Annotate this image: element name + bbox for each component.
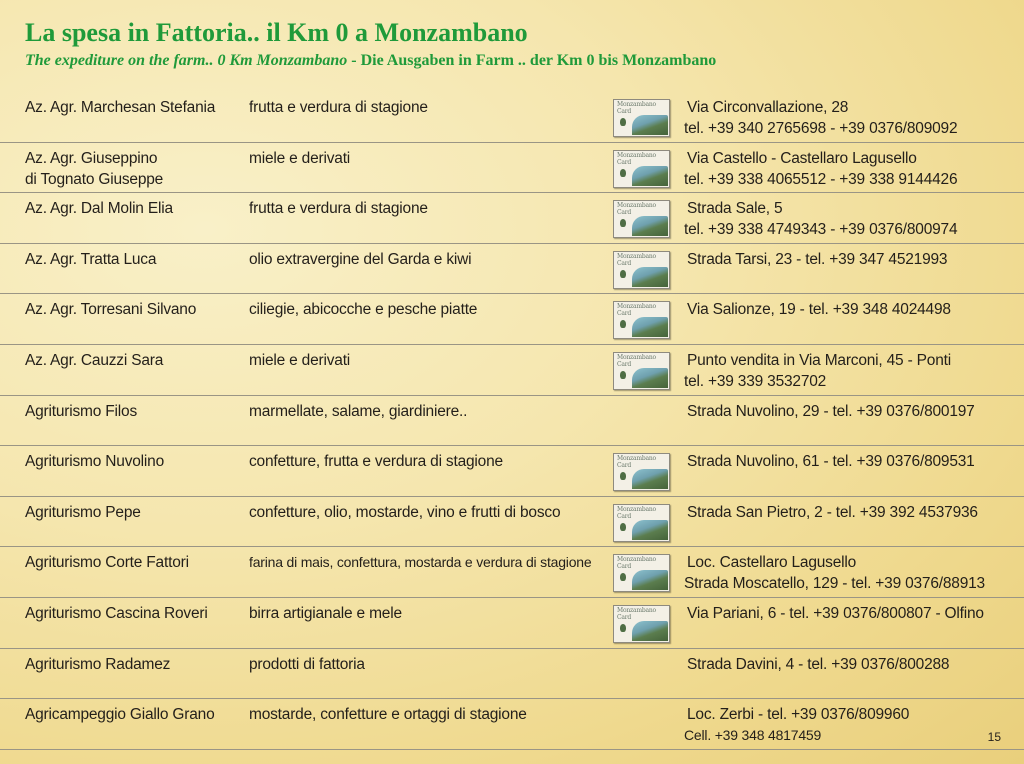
farm-products: ciliegie, abicocche e pesche piatte <box>249 301 478 319</box>
farm-products: miele e derivati <box>249 351 351 369</box>
farm-products: mostarde, confetture e ortaggi di stagione <box>249 706 527 724</box>
subtitle-german: - Die Ausgaben in Farm .. der Km 0 bis Monzambano <box>347 52 717 69</box>
card-logo-text: Monzambano Card <box>617 353 656 368</box>
farm-products: birra artigianale e mele <box>249 604 402 622</box>
list-item <box>0 92 1024 143</box>
leaf-icon <box>620 219 626 227</box>
leaf-icon <box>620 624 626 632</box>
address-line: Via Pariani, 6 - tel. +39 0376/800807 - Olfino <box>687 604 984 622</box>
farm-name-line: Az. Agr. Tratta Luca <box>25 250 157 268</box>
leaf-icon <box>620 523 626 531</box>
farm-name <box>25 451 240 472</box>
address-line: Strada San Pietro, 2 - tel. +39 392 4537936 <box>687 503 978 521</box>
landscape-icon <box>632 216 668 236</box>
farm-products: marmellate, salame, giardiniere.. <box>249 402 468 420</box>
farm-name-line: Az. Agr. Torresani Silvano <box>25 301 197 319</box>
farm-products: prodotti di fattoria <box>249 655 365 673</box>
farm-name-line: Agriturismo Filos <box>25 402 138 420</box>
card-logo-text: Monzambano Card <box>617 606 656 621</box>
address-line: Loc. Zerbi - tel. +39 0376/809960 <box>687 706 910 724</box>
landscape-icon <box>632 115 668 135</box>
farm-products: farina di mais, confettura, mostarda e verdura di stagione <box>249 554 592 571</box>
monzambano-card-icon <box>613 200 670 238</box>
address-line: Strada Tarsi, 23 - tel. +39 347 4521993 <box>687 250 948 268</box>
farm-name-line: Agricampeggio Giallo Grano <box>25 706 215 724</box>
monzambano-card-icon <box>613 150 670 188</box>
monzambano-card-icon <box>613 453 670 491</box>
farm-products: confetture, olio, mostarde, vino e frutti di bosco <box>249 503 561 521</box>
farm-address <box>684 97 1019 139</box>
landscape-icon <box>632 166 668 186</box>
farm-address <box>684 148 1019 190</box>
list-item <box>0 598 1024 649</box>
farm-address <box>684 350 1019 392</box>
leaf-icon <box>620 270 626 278</box>
landscape-icon <box>632 267 668 287</box>
leaf-icon <box>620 573 626 581</box>
farm-address <box>684 299 1019 320</box>
leaf-icon <box>620 118 626 126</box>
farm-name-line: Agriturismo Cascina Roveri <box>25 604 208 622</box>
farm-name <box>25 654 240 675</box>
landscape-icon <box>632 520 668 540</box>
list-item <box>0 396 1024 447</box>
landscape-icon <box>632 368 668 388</box>
list-item <box>0 345 1024 396</box>
list-item <box>0 699 1024 750</box>
leaf-icon <box>620 472 626 480</box>
address-line: Strada Sale, 5 <box>687 200 783 218</box>
monzambano-card-icon <box>613 605 670 643</box>
list-item <box>0 649 1024 700</box>
farm-name-line: Agriturismo Pepe <box>25 503 141 521</box>
farm-name-line: di Tognato Giuseppe <box>25 170 164 188</box>
page-number: 15 <box>987 730 1001 744</box>
farm-products: miele e derivati <box>249 149 351 167</box>
farm-name <box>25 97 240 118</box>
farm-name <box>25 552 240 573</box>
farm-name-line: Az. Agr. Cauzzi Sara <box>25 351 164 369</box>
farm-name <box>25 704 240 725</box>
monzambano-card-icon <box>613 554 670 592</box>
card-logo-text: Monzambano Card <box>617 556 656 571</box>
phone-line: Strada Moscatello, 129 - tel. +39 0376/88913 <box>684 575 985 593</box>
farm-name <box>25 148 240 190</box>
card-logo-text: Monzambano Card <box>617 303 656 318</box>
address-line: Strada Nuvolino, 61 - tel. +39 0376/809531 <box>687 453 975 471</box>
phone-line: Cell. +39 348 4817459 <box>684 727 822 744</box>
monzambano-card-icon <box>613 251 670 289</box>
list-item <box>0 143 1024 194</box>
farm-name-line: Az. Agr. Marchesan Stefania <box>25 99 216 116</box>
farm-name-line: Az. Agr. Giuseppino <box>25 149 158 167</box>
card-logo-text: Monzambano Card <box>617 505 656 520</box>
address-line: Loc. Castellaro Lagusello <box>687 554 857 572</box>
address-line: Via Salionze, 19 - tel. +39 348 4024498 <box>687 301 951 319</box>
leaf-icon <box>620 169 626 177</box>
list-item <box>0 193 1024 244</box>
list-item <box>0 446 1024 497</box>
card-logo-text: Monzambano Card <box>617 202 656 217</box>
address-line: Via Circonvallazione, 28 <box>687 99 849 116</box>
farm-products: olio extravergine del Garda e kiwi <box>249 250 472 268</box>
monzambano-card-icon <box>613 301 670 339</box>
farm-address <box>684 552 1019 594</box>
card-logo-text: Monzambano Card <box>617 151 656 166</box>
list-item <box>0 244 1024 295</box>
farm-address <box>684 198 1019 240</box>
farm-name-line: Agriturismo Radamez <box>25 655 171 673</box>
farm-products: confetture, frutta e verdura di stagione <box>249 453 503 471</box>
list-item <box>0 497 1024 548</box>
farm-address <box>684 654 1019 675</box>
farm-products: frutta e verdura di stagione <box>249 200 428 218</box>
landscape-icon <box>632 621 668 641</box>
farm-name-line: Az. Agr. Dal Molin Elia <box>25 200 173 218</box>
farm-products: frutta e verdura di stagione <box>249 99 428 116</box>
leaf-icon <box>620 320 626 328</box>
phone-line: tel. +39 339 3532702 <box>684 372 827 390</box>
farm-address <box>684 603 1019 624</box>
farm-address <box>684 502 1019 523</box>
farm-name <box>25 299 240 320</box>
farm-list <box>0 92 1024 750</box>
landscape-icon <box>632 469 668 489</box>
farm-name <box>25 198 240 219</box>
landscape-icon <box>632 317 668 337</box>
farm-address <box>684 704 1019 746</box>
subtitle-english: The expediture on the farm.. 0 Km Monzambano <box>25 52 348 69</box>
address-line: Strada Nuvolino, 29 - tel. +39 0376/800197 <box>687 402 975 420</box>
card-logo-text: Monzambano Card <box>617 101 656 115</box>
farm-name <box>25 249 240 270</box>
farm-address <box>684 249 1019 270</box>
farm-address <box>684 401 1019 422</box>
card-logo-text: Monzambano Card <box>617 252 656 267</box>
monzambano-card-icon <box>613 504 670 542</box>
farm-name <box>25 502 240 523</box>
farm-name <box>25 603 240 624</box>
card-logo-text: Monzambano Card <box>617 455 656 470</box>
farm-address <box>684 451 1019 472</box>
page-title: La spesa in Fattoria.. il Km 0 a Monzambano <box>25 18 528 47</box>
list-item <box>0 547 1024 598</box>
farm-name-line: Agriturismo Corte Fattori <box>25 554 189 572</box>
phone-line: tel. +39 338 4749343 - +39 0376/800974 <box>684 221 958 239</box>
leaf-icon <box>620 371 626 379</box>
list-item <box>0 294 1024 345</box>
monzambano-card-icon <box>613 99 670 137</box>
farm-name <box>25 350 240 371</box>
farm-name <box>25 401 240 422</box>
address-line: Punto vendita in Via Marconi, 45 - Ponti <box>687 351 951 369</box>
phone-line: tel. +39 340 2765698 - +39 0376/809092 <box>684 120 958 137</box>
phone-line: tel. +39 338 4065512 - +39 338 9144426 <box>684 170 958 188</box>
landscape-icon <box>632 570 668 590</box>
farm-name-line: Agriturismo Nuvolino <box>25 453 164 471</box>
monzambano-card-icon <box>613 352 670 390</box>
page-subtitle <box>25 52 716 70</box>
address-line: Strada Davini, 4 - tel. +39 0376/800288 <box>687 655 950 673</box>
address-line: Via Castello - Castellaro Lagusello <box>687 149 917 167</box>
